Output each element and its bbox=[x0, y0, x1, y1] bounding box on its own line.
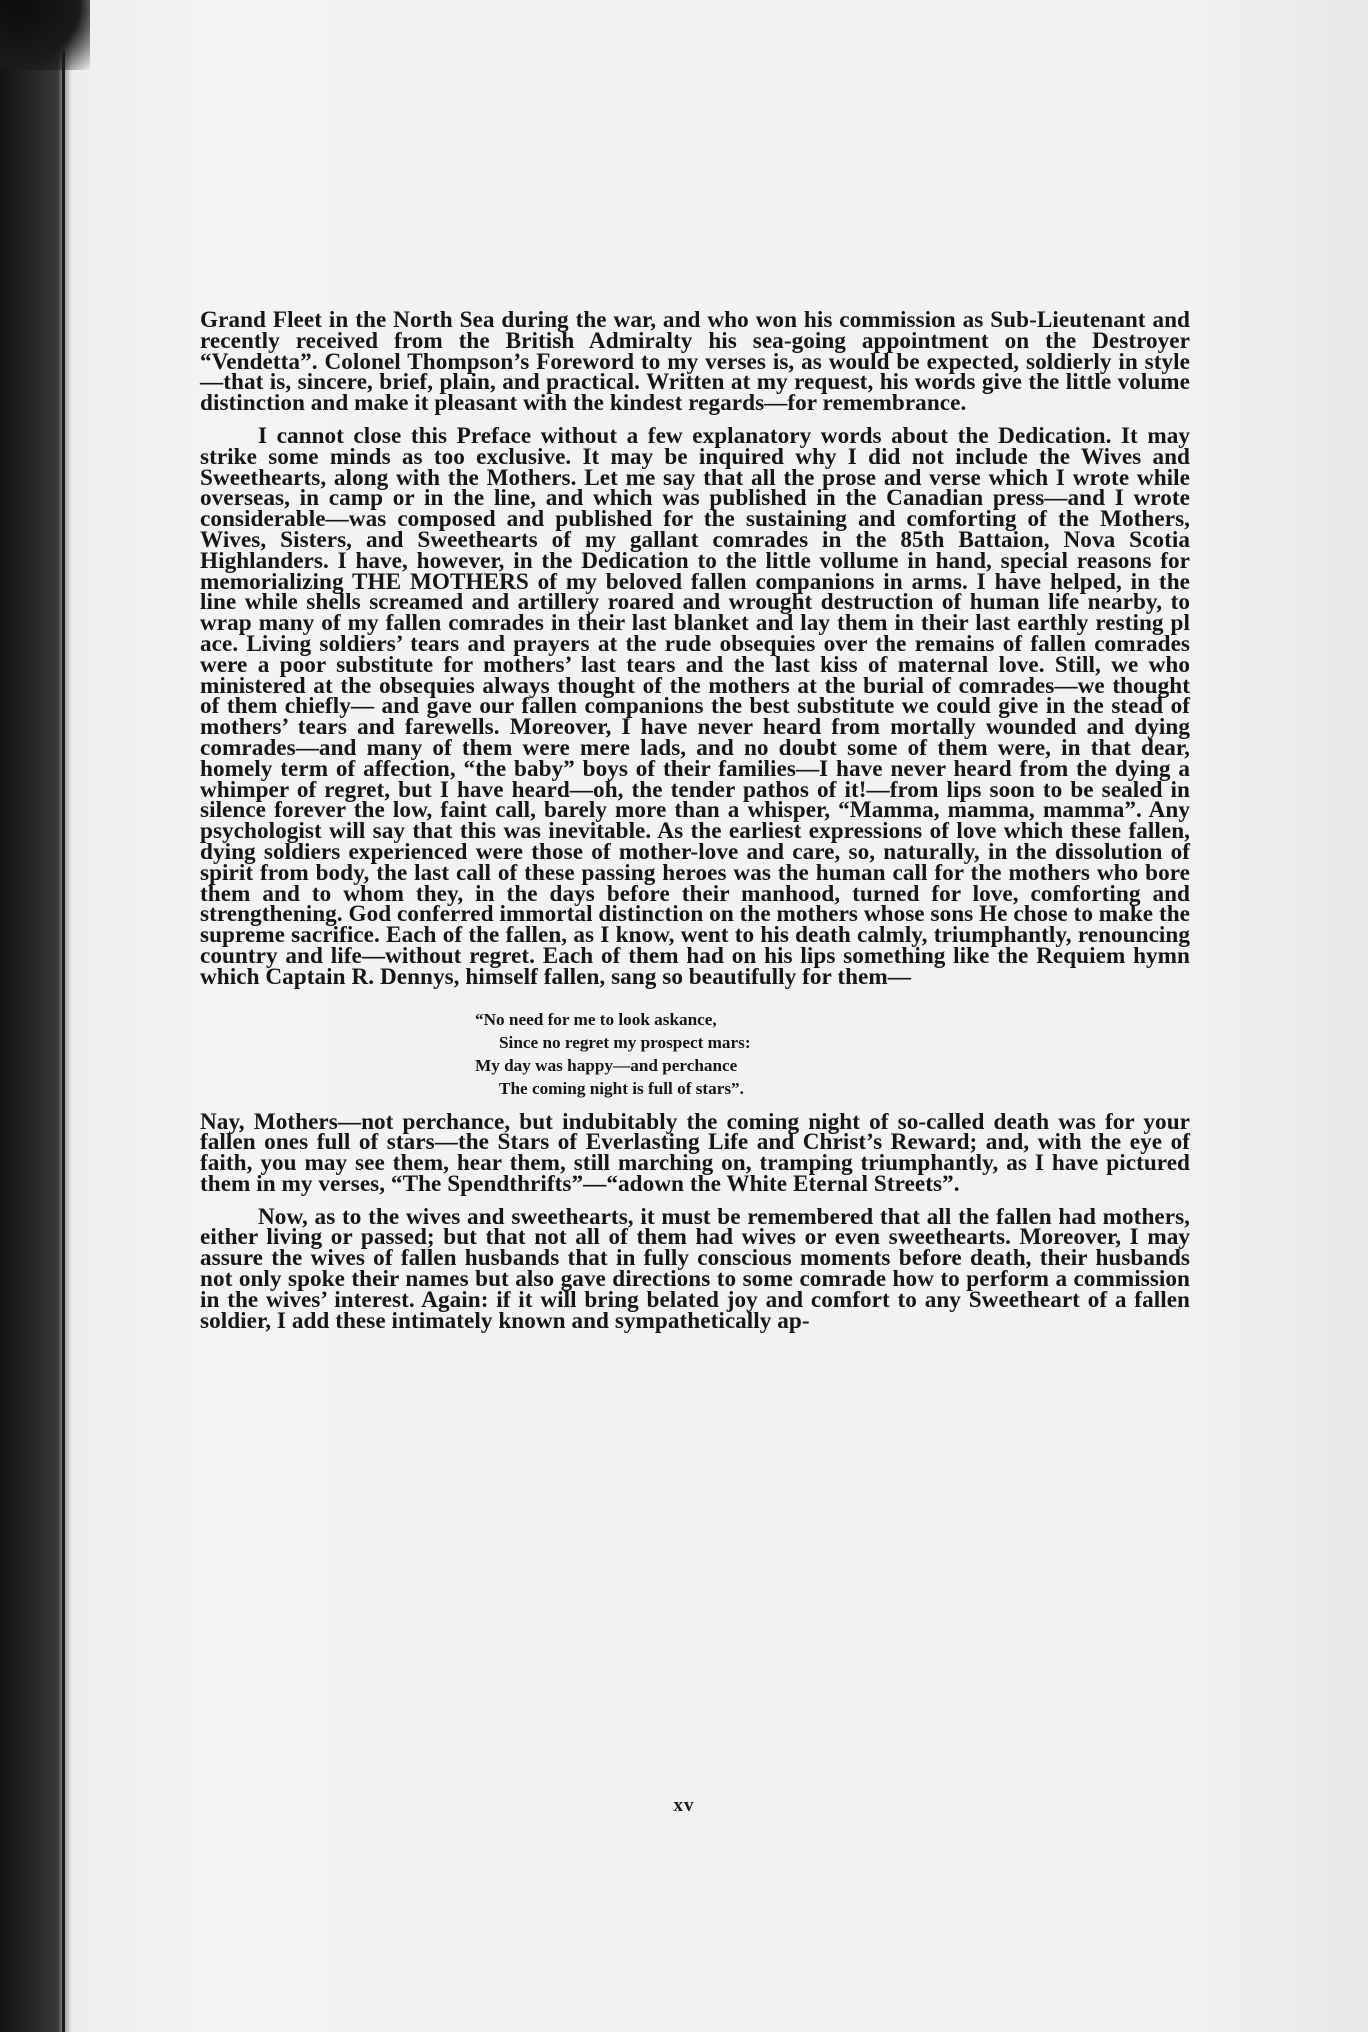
paragraph-3: Nay, Mothers—not perchance, but indubitably the coming night of so-called death was for your fallen ones full of stars—the Stars of Everlasting Life and Christ’s Reward; and, with the eye of faith, you may see them, hear them, still marching on, tramping triumphantly, as I have pictured them in my verses, “The Spendthrifts”—“adown the White Eternal Streets”. bbox=[200, 1108, 1190, 1197]
paragraph-2: I cannot close this Preface without a few explanatory words about the Dedication. It may strike some minds as too exclusive. It may be inquired why I did not include the Wives and Sweethearts, along with the Mothers. Let me say that all the prose and verse which I wrote while overseas, in camp or in the line, and which was published in the Canadian press—and I wrote considerable—was composed and published for the sustaining and comforting of the Mothers, Wives, Sisters, and Sweethearts of my gallant comrades in the 85th Battaion, Nova Scotia Highlanders. I have, however, in the Dedication to the little vollume in hand, special reasons for memorializing THE MOTHERS of my beloved fallen companions in arms. I have helped, in the line while shells screamed and artillery roared and wrought destruction of human life nearby, to wrap many of my fallen comrades in their last blanket and lay them in their last earthly resting pl ace. Living soldiers’ tears and prayers at the rude obsequies over the remains of fallen comrades were a poor substitute for mothers’ last tears and the last kiss of maternal love. Still, we who ministered at the obsequies always thought of the mothers at the burial of comrades—we thought of them chiefly— and gave our fallen companions the best substitute we could give in the stead of mothers’ tears and farewells. Moreover, I have never heard from mortally wounded and dying comrades—and many of them were mere lads, and no doubt some of them were, in that dear, homely term of affection, “the baby” boys of their families—I have never heard from the dying a whimper of regret, but I have heard—oh, the tender pathos of it!—from lips soon to be sealed in silence forever the low, faint call, barely more than a whisper, “Mamma, mamma, mamma”. Any psychologist will say that this was inevitable. As the earliest expressions of love which these fallen, dying soldiers experienced were those of mother-love and care, so, naturally, in the dissolution of spirit from body, the last call of these passing heroes was the human call for the mothers who bore them and to whom they, in the days before their manhood, turned for love, comforting and strengthening. God conferred immortal distinction on the mothers whose sons He chose to make the supreme sacrifice. Each of the fallen, as I know, went to his death calmly, triumphantly, renouncing country and life—without regret. Each of them had on his lips something like the Requiem hymn which Captain R. Dennys, himself fallen, sang so beautifully for them— bbox=[200, 422, 1191, 990]
verse-line-3: My day was happy—and perchance bbox=[475, 1055, 738, 1075]
verse-line-4: The coming night is full of stars”. bbox=[499, 1078, 744, 1098]
binding-edge bbox=[62, 50, 65, 2032]
verse-line-1: “No need for me to look askance, bbox=[475, 1009, 717, 1029]
scan-shadow-corner bbox=[0, 0, 90, 70]
page-number: xv bbox=[673, 1795, 695, 1816]
verse-line-2: Since no regret my prospect mars: bbox=[499, 1032, 751, 1052]
verse-quote bbox=[200, 1008, 1190, 1100]
paragraph-4: Now, as to the wives and sweethearts, it must be remembered that all the fallen had mothers, either living or passed; but that not all of them had wives or even sweethearts. Moreover, I may assure the wives of fallen husbands that in fully conscious moments before death, their husbands not only spoke their names but also gave directions to some comrade how to perform a commission in the wives’ interest. Again: if it will bring belated joy and comfort to any Sweetheart of a fallen soldier, I add these intimately known and sympathetically ap- bbox=[200, 1203, 1190, 1334]
page-body bbox=[200, 307, 1191, 1334]
paragraph-1: Grand Fleet in the North Sea during the war, and who won his commission as Sub-Lieutenant and recently received from the British Admiralty his sea-going appointment on the Destroyer “Vendetta”. Colonel Thompson’s Foreword to my verses is, as would be expected, soldierly in style—that is, sincere, brief, plain, and practical. Written at my request, his words give the little volume distinction and make it pleasant with the kindest regards—for remembrance. bbox=[200, 307, 1190, 417]
